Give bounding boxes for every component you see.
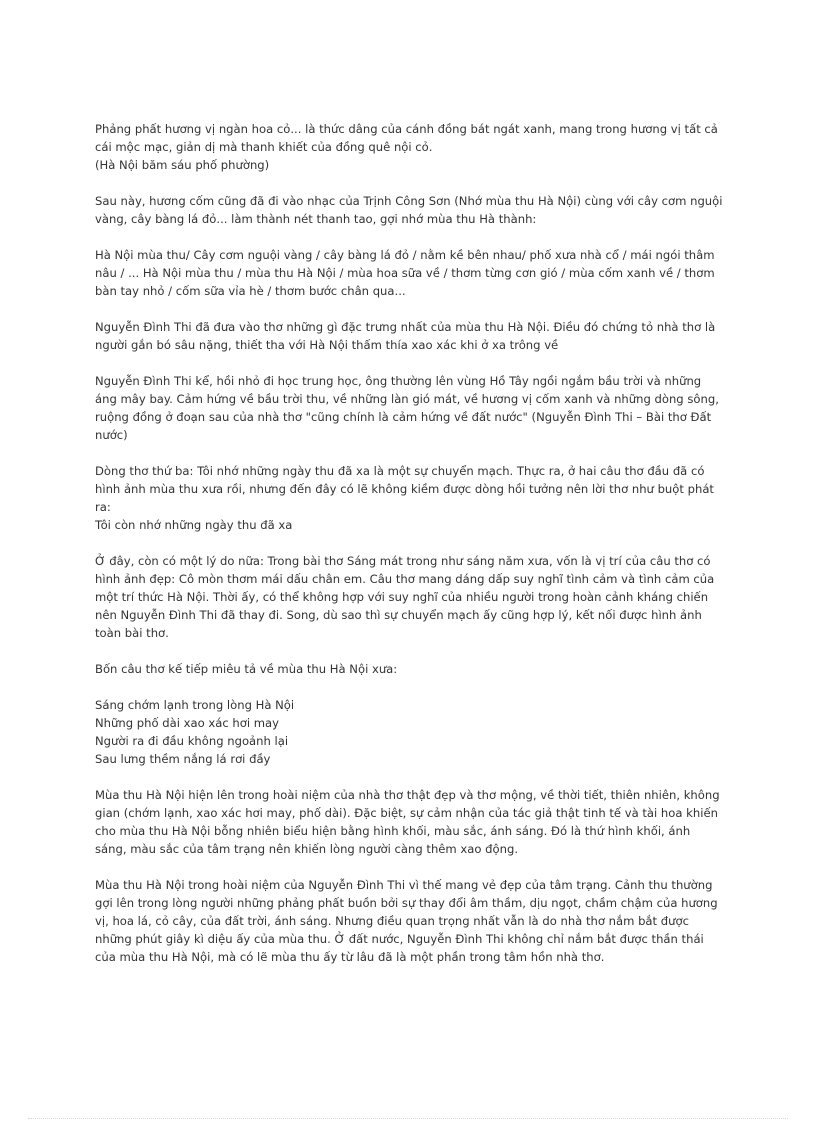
paragraph-8: [95, 660, 725, 678]
paragraph-line: Mùa thu Hà Nội hiện lên trong hoài niệm của nhà thơ thật đẹp và thơ mộng, về thời tiết, thiên nhiên, không gian (chớm lạnh, xao xác hơi may, phố dài). Đặc biệt, sự cảm nhận của tác giả thật tinh tế và tài hoa khiến cho mùa thu Hà Nội bỗng nhiên biểu hiện bằng hình khối, màu sắc, ánh sáng. Đó là thứ hình khối, ánh sáng, màu sắc của tâm trạng nên khiến lòng người càng thêm xao động.: [95, 788, 720, 856]
paragraph-line: (Hà Nội băm sáu phố phường): [95, 158, 270, 172]
paragraph-line: Dòng thơ thứ ba: Tôi nhớ những ngày thu đã xa là một sự chuyển mạch. Thực ra, ở hai câu thơ đầu đã có hình ảnh mùa thu xưa rồi, nhưng đến đây có lẽ không kiềm được dòng hồi tưởng nên lời thơ như buột phát ra:: [95, 464, 714, 514]
poem-line: Sáng chớm lạnh trong lòng Hà Nội: [95, 698, 295, 712]
paragraph-line: Sau này, hương cốm cũng đã đi vào nhạc của Trịnh Công Sơn (Nhớ mùa thu Hà Nội) cùng với cây cơm nguội vàng, cây bàng lá đỏ... làm thành nét thanh tao, gợi nhớ mùa thu Hà thành:: [95, 194, 723, 226]
poem-line: Sau lưng thềm nắng lá rơi đầy: [95, 752, 271, 766]
paragraph-3: [95, 246, 725, 300]
paragraph-line: Bốn câu thơ kế tiếp miêu tả về mùa thu Hà Nội xưa:: [95, 662, 398, 676]
paragraph-line: Hà Nội mùa thu/ Cây cơm nguội vàng / cây bàng lá đỏ / nằm kề bên nhau/ phố xưa nhà cổ / mái ngói thâm nâu / ... Hà Nội mùa thu / mùa thu Hà Nội / mùa hoa sữa về / thơm từng cơn gió / mùa cốm xanh về / thơm bàn tay nhỏ / cốm sữa vỉa hè / thơm bước chân qua...: [95, 248, 715, 298]
poem-stanza: [95, 696, 725, 768]
paragraph-4: [95, 318, 725, 354]
paragraph-1: [95, 120, 725, 174]
paragraph-10: [95, 786, 725, 858]
paragraph-line: Ở đây, còn có một lý do nữa: Trong bài thơ Sáng mát trong như sáng năm xưa, vốn là vị trí của câu thơ có hình ảnh đẹp: Cô mòn thơm mái dấu chân em. Câu thơ mang dáng dấp suy nghĩ tình cảm và tình cảm của một trí thức Hà Nội. Thời ấy, có thể không hợp với suy nghĩ của nhiều người trong hoàn cảnh kháng chiến nên Nguyễn Đình Thi đã thay đi. Song, dù sao thì sự chuyển mạch ấy cũng hợp lý, kết nối được hình ảnh toàn bài thơ.: [95, 554, 715, 640]
paragraph-2: [95, 192, 725, 228]
paragraph-6: [95, 462, 725, 534]
poem-line: Người ra đi đầu không ngoảnh lại: [95, 734, 289, 748]
paragraph-5: [95, 372, 725, 444]
paragraph-line: Tôi còn nhớ những ngày thu đã xa: [95, 518, 293, 532]
paragraph-line: Nguyễn Đình Thi kể, hồi nhỏ đi học trung học, ông thường lên vùng Hồ Tây ngồi ngắm bầu trời và những áng mây bay. Cảm hứng về bầu trời thu, về những làn gió mát, về hương vị cốm xanh và những dòng sông, ruộng đồng ở đoạn sau của nhà thơ "cũng chính là cảm hứng về đất nước" (Nguyễn Đình Thi – Bài thơ Đất nước): [95, 374, 719, 442]
paragraph-line: Mùa thu Hà Nội trong hoài niệm của Nguyễn Đình Thi vì thế mang vẻ đẹp của tâm trạng. Cảnh thu thường gợi lên trong lòng người những phảng phất buồn bởi sự thay đổi âm thầm, dịu ngọt, chầm chậm của hương vị, hoa lá, cỏ cây, của đất trời, ánh sáng. Nhưng điều quan trọng nhất vẫn là do nhà thơ nắm bắt được những phút giây kì diệu ấy của mùa thu. Ở đất nước, Nguyễn Đình Thi không chỉ nắm bắt được thần thái của mùa thu Hà Nội, mà có lẽ mùa thu ấy từ lâu đã là một phần trong tâm hồn nhà thơ.: [95, 878, 718, 964]
paragraph-11: [95, 876, 725, 966]
paragraph-line: Nguyễn Đình Thi đã đưa vào thơ những gì đặc trưng nhất của mùa thu Hà Nội. Điều đó chứng tỏ nhà thơ là người gắn bó sâu nặng, thiết tha với Hà Nội thấm thía xao xác khi ở xa trông về: [95, 320, 716, 352]
page-bottom-divider: [28, 1118, 788, 1119]
paragraph-7: [95, 552, 725, 642]
paragraph-line: Phảng phất hương vị ngàn hoa cỏ... là thức dâng của cánh đồng bát ngát xanh, mang trong hương vị tất cả cái mộc mạc, giản dị mà thanh khiết của đồng quê nội cỏ.: [95, 122, 718, 154]
poem-line: Những phố dài xao xác hơi may: [95, 716, 279, 730]
document-body: [95, 120, 725, 984]
